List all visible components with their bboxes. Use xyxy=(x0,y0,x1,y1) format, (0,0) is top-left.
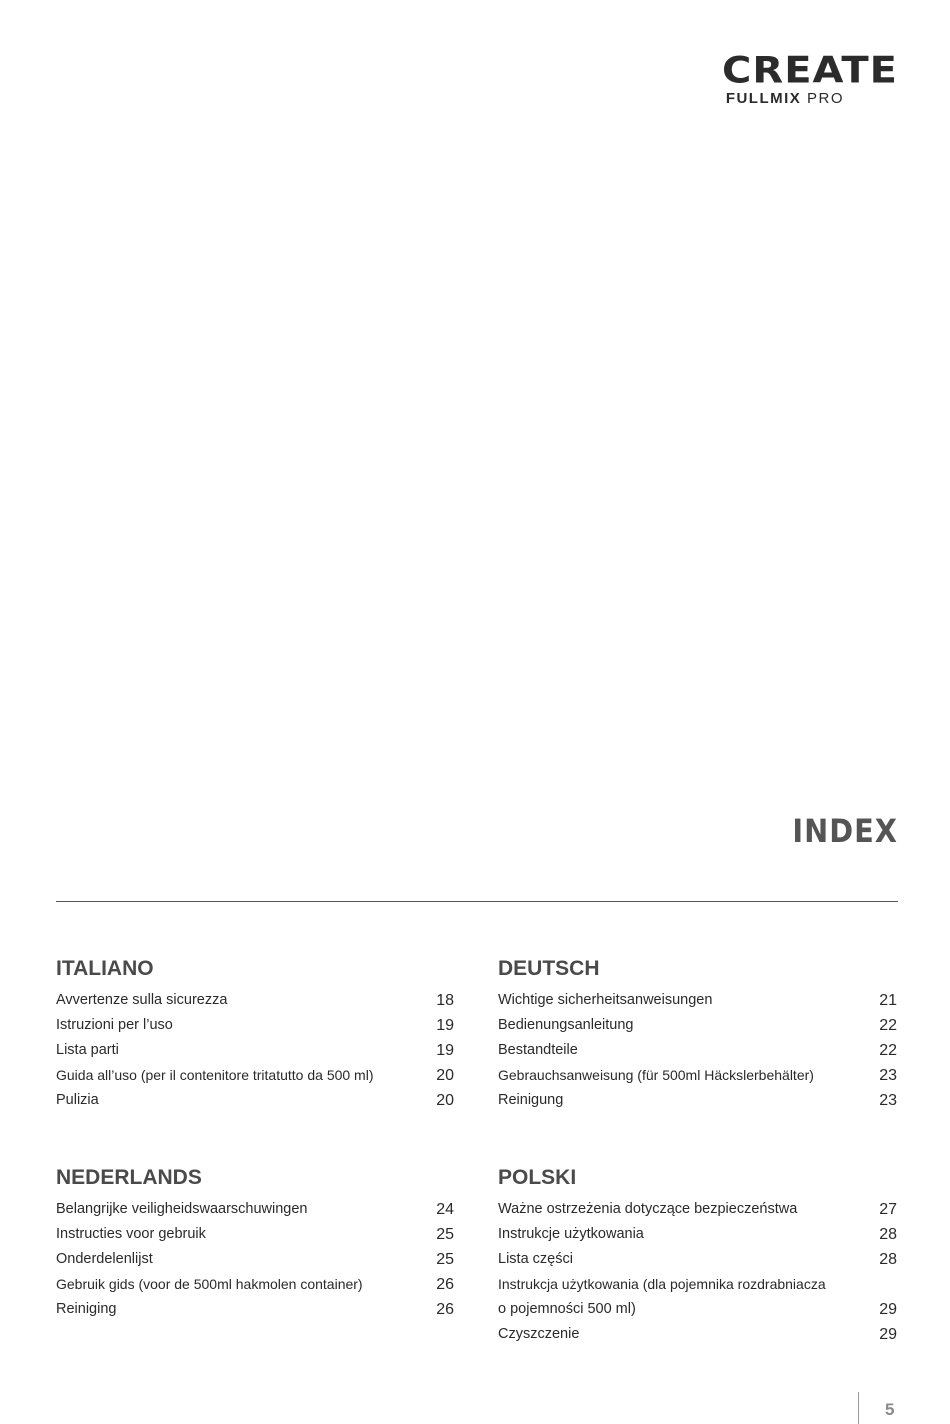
toc-page: 23 xyxy=(879,1067,897,1084)
toc-page: 26 xyxy=(436,1301,454,1318)
toc-entry[interactable] xyxy=(498,1063,897,1088)
toc-entry[interactable] xyxy=(56,1038,454,1063)
toc-entry[interactable] xyxy=(498,1013,897,1038)
toc-label: Wichtige sicherheitsanweisungen xyxy=(498,992,713,1008)
toc-entry[interactable] xyxy=(498,1247,897,1272)
brand-logo xyxy=(628,49,898,110)
toc-label: o pojemności 500 ml) xyxy=(498,1301,636,1317)
toc-page: 25 xyxy=(436,1251,454,1268)
logo-product-text xyxy=(726,90,844,108)
toc-entry[interactable] xyxy=(498,1197,897,1222)
toc-label: Gebruik gids (voor de 500ml hakmolen container) xyxy=(56,1276,363,1292)
toc-label: Lista parti xyxy=(56,1042,119,1058)
toc-page: 22 xyxy=(879,1042,897,1059)
toc-entry[interactable] xyxy=(56,1272,454,1297)
toc-page: 22 xyxy=(879,1017,897,1034)
toc-label: Guida all’uso (per il contenitore tritatutto da 500 ml) xyxy=(56,1067,374,1083)
toc-page: 18 xyxy=(436,992,454,1009)
toc-page: 21 xyxy=(879,992,897,1009)
toc-page: 27 xyxy=(879,1201,897,1218)
toc-label: Bedienungsanleitung xyxy=(498,1017,634,1033)
toc-label: Lista części xyxy=(498,1251,573,1267)
logo-product-light: PRO xyxy=(806,90,844,107)
section-deutsch xyxy=(498,956,897,1113)
toc-label: Belangrijke veiligheidswaarschuwingen xyxy=(56,1201,308,1217)
toc-page: 24 xyxy=(436,1201,454,1218)
toc-label: Instructies voor gebruik xyxy=(56,1226,206,1242)
toc-label: Czyszczenie xyxy=(498,1326,580,1342)
toc-entry[interactable] xyxy=(498,1272,897,1297)
section-nederlands xyxy=(56,1165,454,1322)
toc-page: 25 xyxy=(436,1226,454,1243)
toc-entry[interactable] xyxy=(498,1088,897,1113)
toc-entry[interactable] xyxy=(56,1247,454,1272)
toc-page: 28 xyxy=(879,1251,897,1268)
toc-page: 29 xyxy=(879,1326,897,1343)
toc-entry[interactable] xyxy=(56,1197,454,1222)
section-title: POLSKI xyxy=(498,1166,577,1189)
section-title: ITALIANO xyxy=(56,957,154,980)
page-number: 5 xyxy=(885,1400,895,1419)
toc-entry[interactable] xyxy=(498,1297,897,1322)
toc-page: 19 xyxy=(436,1042,454,1059)
toc-label: Ważne ostrzeżenia dotyczące bezpieczeństwa xyxy=(498,1201,798,1217)
logo-brand-text: CREATE xyxy=(722,49,898,92)
toc-page: 28 xyxy=(879,1226,897,1243)
toc-label: Istruzioni per l’uso xyxy=(56,1017,173,1033)
toc-page: 23 xyxy=(879,1092,897,1109)
toc-label: Bestandteile xyxy=(498,1042,578,1058)
toc-label: Onderdelenlijst xyxy=(56,1251,153,1267)
toc-entry[interactable] xyxy=(498,988,897,1013)
section-title: NEDERLANDS xyxy=(56,1166,202,1189)
toc-entry[interactable] xyxy=(498,1038,897,1063)
section-italiano xyxy=(56,956,454,1113)
toc-page: 20 xyxy=(436,1092,454,1109)
toc-label: Instrukcja użytkowania (dla pojemnika rozdrabniacza xyxy=(498,1276,826,1292)
toc-label: Gebrauchsanweisung (für 500ml Häckslerbehälter) xyxy=(498,1067,814,1083)
toc-label: Instrukcje użytkowania xyxy=(498,1226,644,1242)
toc-page: 19 xyxy=(436,1017,454,1034)
toc-entry[interactable] xyxy=(56,1222,454,1247)
toc-entry[interactable] xyxy=(498,1222,897,1247)
toc-label: Reiniging xyxy=(56,1301,117,1317)
toc-entry[interactable] xyxy=(56,1013,454,1038)
toc-page: 26 xyxy=(436,1276,454,1293)
toc-label: Avvertenze sulla sicurezza xyxy=(56,992,228,1008)
toc-entry[interactable] xyxy=(56,1297,454,1322)
logo-product-bold: FULLMIX xyxy=(725,90,802,107)
toc-entry[interactable] xyxy=(498,1322,897,1347)
toc-entry[interactable] xyxy=(56,1088,454,1113)
index-title: INDEX xyxy=(792,812,898,850)
section-title: DEUTSCH xyxy=(498,957,600,980)
section-polski xyxy=(498,1165,897,1347)
toc-label: Reinigung xyxy=(498,1092,564,1108)
toc-entry[interactable] xyxy=(56,1063,454,1088)
toc-page: 20 xyxy=(436,1067,454,1084)
divider-rule xyxy=(56,901,898,902)
footer-divider xyxy=(858,1392,859,1424)
toc-label: Pulizia xyxy=(56,1092,99,1108)
toc-entry[interactable] xyxy=(56,988,454,1013)
toc-page: 29 xyxy=(879,1301,897,1318)
